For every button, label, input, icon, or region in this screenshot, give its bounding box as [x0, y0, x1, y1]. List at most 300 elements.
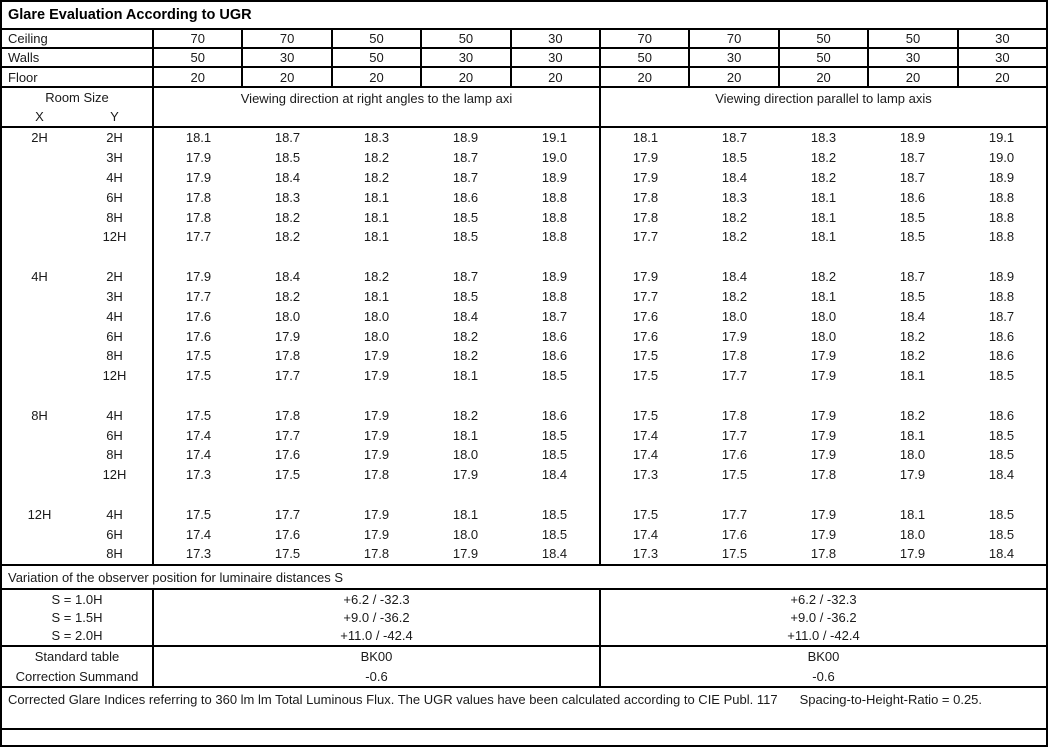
- room-y-cell: [77, 386, 154, 406]
- ugr-value-cell: 18.8: [988, 209, 1015, 225]
- room-x-cell: [2, 207, 77, 227]
- ugr-value-cell: 18.4: [452, 308, 479, 324]
- ugr-value-cell: 18.0: [363, 328, 390, 344]
- room-y-cell: 3H: [77, 287, 154, 307]
- ugr-value-cell: 17.4: [185, 427, 212, 443]
- standard-right-value: BK00: [807, 649, 840, 665]
- ugr-value-cell: [957, 386, 1046, 406]
- ugr-value-cell: 17.7: [721, 427, 748, 443]
- ugr-value-cell: 17.6: [721, 447, 748, 463]
- ugr-value-cell: 17.5: [185, 348, 212, 364]
- surface-value-cell: 30: [422, 49, 511, 66]
- ugr-value-cell: 18.4: [899, 308, 926, 324]
- ugr-value-cell: 18.4: [988, 546, 1015, 562]
- ugr-value-cell: 17.8: [363, 546, 390, 562]
- room-y-cell: 6H: [77, 524, 154, 544]
- ugr-row: [2, 425, 1046, 445]
- ugr-value-cell: 18.2: [899, 328, 926, 344]
- surface-value-cell: 20: [512, 68, 601, 86]
- ugr-value-cell: 18.2: [452, 328, 479, 344]
- ugr-row: [2, 207, 1046, 227]
- standard-label: Standard table: [2, 647, 154, 667]
- room-y-cell: 4H: [77, 504, 154, 524]
- ugr-value-cell: 17.5: [632, 348, 659, 364]
- ugr-value-cell: 17.8: [632, 189, 659, 205]
- surface-value-cell: 30: [995, 50, 1010, 65]
- ugr-value-cell: 18.8: [988, 288, 1015, 304]
- ugr-value-cell: 18.2: [363, 269, 390, 285]
- ugr-value-cell: 19.0: [510, 148, 601, 168]
- ugr-value-cell: 17.8: [274, 348, 301, 364]
- variation-row: [2, 590, 1046, 608]
- room-y-cell: 4H: [77, 306, 154, 326]
- ugr-value-cell: 18.9: [452, 130, 479, 146]
- room-x-cell: [2, 465, 77, 485]
- ugr-value-cell: 18.5: [899, 229, 926, 245]
- ugr-value-cell: 18.6: [510, 326, 601, 346]
- ugr-value-cell: 17.5: [185, 368, 212, 384]
- room-x-cell: [2, 524, 77, 544]
- ugr-value-cell: [601, 386, 690, 406]
- ugr-value-cell: 18.1: [363, 189, 390, 205]
- ugr-value-cell: 17.4: [185, 447, 212, 463]
- ugr-value-cell: 18.2: [810, 150, 837, 166]
- ugr-value-cell: 17.8: [810, 467, 837, 483]
- standard-left-value: -0.6: [154, 667, 601, 687]
- ugr-value-cell: 18.1: [452, 506, 479, 522]
- ugr-value-cell: 17.5: [721, 467, 748, 483]
- surface-value-cell: 50: [154, 49, 243, 66]
- room-x-cell: 12H: [27, 506, 52, 522]
- ugr-value-cell: 17.7: [185, 288, 212, 304]
- variation-right-value: +11.0 / -42.4: [787, 628, 860, 644]
- ugr-value-cell: 17.9: [452, 467, 479, 483]
- room-y-cell: 6H: [77, 187, 154, 207]
- room-x-cell: [2, 247, 77, 267]
- ugr-value-cell: 17.9: [810, 348, 837, 364]
- room-x-cell: [2, 544, 77, 564]
- variation-row: [2, 608, 1046, 626]
- ugr-value-cell: 18.5: [988, 368, 1015, 384]
- room-y-cell: 12H: [77, 366, 154, 386]
- ugr-value-cell: 18.4: [721, 170, 748, 186]
- ugr-value-cell: 17.9: [899, 546, 926, 562]
- surface-value-cell: 50: [422, 30, 511, 47]
- ugr-row: [2, 247, 1046, 267]
- ugr-value-cell: 18.5: [988, 526, 1015, 542]
- ugr-value-cell: 17.7: [274, 427, 301, 443]
- ugr-value-cell: 18.7: [899, 150, 926, 166]
- room-x-cell: [2, 326, 77, 346]
- room-y-cell: 2H: [77, 267, 154, 287]
- ugr-value-cell: 18.8: [510, 227, 601, 247]
- ugr-value-cell: 17.8: [185, 189, 212, 205]
- ugr-value-cell: 18.5: [899, 288, 926, 304]
- standard-left-value: BK00: [154, 647, 601, 667]
- ugr-value-cell: [421, 485, 510, 505]
- room-x-cell: [2, 148, 77, 168]
- ugr-value-cell: 18.0: [721, 308, 748, 324]
- surface-value-cell: 20: [780, 68, 869, 86]
- ugr-value-cell: 18.5: [988, 427, 1015, 443]
- ugr-value-cell: 17.6: [721, 526, 748, 542]
- ugr-value-cell: 17.8: [721, 348, 748, 364]
- ugr-value-cell: 18.5: [899, 209, 926, 225]
- ugr-value-cell: [332, 247, 421, 267]
- ugr-value-cell: 17.8: [185, 209, 212, 225]
- ugr-value-cell: 18.6: [510, 346, 601, 366]
- ugr-row: [2, 445, 1046, 465]
- room-x-cell: [2, 187, 77, 207]
- ugr-value-cell: 17.3: [185, 546, 212, 562]
- ugr-value-cell: 17.4: [632, 427, 659, 443]
- ugr-value-cell: 17.7: [632, 288, 659, 304]
- ugr-value-cell: 18.5: [452, 288, 479, 304]
- ugr-value-cell: [601, 247, 690, 267]
- ugr-value-cell: 18.0: [363, 308, 390, 324]
- ugr-value-cell: [510, 247, 601, 267]
- ugr-value-cell: 17.9: [810, 368, 837, 384]
- ugr-value-cell: 18.5: [274, 150, 301, 166]
- ugr-value-cell: 17.9: [185, 170, 212, 186]
- surface-value-cell: 20: [601, 68, 690, 86]
- variation-left-value: +6.2 / -32.3: [154, 590, 601, 608]
- ugr-value-cell: 18.2: [810, 269, 837, 285]
- surface-value-cell: 30: [690, 49, 779, 66]
- ugr-value-cell: 17.9: [363, 368, 390, 384]
- ugr-row: [2, 366, 1046, 386]
- ugr-value-cell: [154, 247, 243, 267]
- ugr-value-cell: 18.2: [899, 348, 926, 364]
- ugr-value-cell: 18.9: [899, 130, 926, 146]
- bottom-spacer: [2, 730, 1046, 745]
- ugr-value-cell: 17.6: [185, 328, 212, 344]
- ugr-value-cell: 18.1: [452, 427, 479, 443]
- ugr-value-cell: 18.7: [721, 130, 748, 146]
- room-y-cell: 4H: [77, 168, 154, 188]
- ugr-value-cell: 17.8: [363, 467, 390, 483]
- ugr-value-cell: 18.8: [510, 187, 601, 207]
- ugr-value-cell: 18.2: [899, 407, 926, 423]
- ugr-value-cell: [243, 386, 332, 406]
- room-y-cell: 8H: [77, 346, 154, 366]
- ugr-value-cell: 17.6: [632, 308, 659, 324]
- ugr-value-cell: [421, 386, 510, 406]
- ugr-value-cell: 17.3: [185, 467, 212, 483]
- footer-note: [2, 688, 1046, 730]
- variation-label: S = 1.5H: [2, 608, 154, 626]
- ugr-value-cell: [243, 247, 332, 267]
- surface-row: [2, 68, 1046, 88]
- surface-value-cell: 20: [333, 68, 422, 86]
- variation-right-value: +9.0 / -36.2: [790, 609, 857, 625]
- room-x-cell: [2, 227, 77, 247]
- ugr-value-cell: 17.9: [363, 348, 390, 364]
- ugr-value-cell: 18.6: [510, 405, 601, 425]
- ugr-value-cell: 18.2: [721, 288, 748, 304]
- room-y-cell: 8H: [77, 207, 154, 227]
- ugr-value-cell: 19.0: [988, 150, 1015, 166]
- ugr-value-cell: 17.7: [274, 506, 301, 522]
- room-x-cell: 4H: [31, 269, 48, 285]
- surface-label: Floor: [2, 68, 154, 86]
- ugr-value-cell: 17.9: [185, 269, 212, 285]
- ugr-value-cell: [690, 247, 779, 267]
- room-y-cell: 12H: [77, 227, 154, 247]
- ugr-value-cell: 17.7: [721, 506, 748, 522]
- room-size-y-label: Y: [110, 109, 119, 124]
- ugr-value-cell: 18.8: [510, 207, 601, 227]
- ugr-value-cell: 18.4: [988, 467, 1015, 483]
- ugr-value-cell: 18.6: [988, 407, 1015, 423]
- surface-value-cell: 50: [333, 30, 422, 47]
- ugr-value-cell: 18.1: [810, 229, 837, 245]
- ugr-value-cell: 18.5: [988, 447, 1015, 463]
- ugr-row: [2, 386, 1046, 406]
- ugr-value-cell: 18.5: [452, 229, 479, 245]
- ugr-row: [2, 128, 1046, 148]
- ugr-value-cell: 18.6: [988, 348, 1015, 364]
- viewing-direction-right-angles-header: Viewing direction at right angles to the lamp axi: [154, 88, 601, 126]
- ugr-row: [2, 524, 1046, 544]
- ugr-value-cell: 18.9: [988, 269, 1015, 285]
- ugr-value-cell: 18.7: [452, 269, 479, 285]
- variation-row: [2, 627, 1046, 645]
- ugr-value-cell: 17.9: [363, 407, 390, 423]
- room-x-cell: [2, 425, 77, 445]
- ugr-value-cell: [510, 485, 601, 505]
- ugr-row: [2, 326, 1046, 346]
- ugr-value-cell: 18.4: [510, 544, 601, 564]
- ugr-value-cell: 17.7: [185, 229, 212, 245]
- surface-value-cell: 50: [333, 49, 422, 66]
- room-size-xy-row: [2, 107, 152, 126]
- ugr-value-cell: 18.8: [510, 287, 601, 307]
- ugr-value-cell: 18.7: [274, 130, 301, 146]
- ugr-value-cell: 18.0: [810, 308, 837, 324]
- ugr-row: [2, 504, 1046, 524]
- standard-row: [2, 667, 1046, 687]
- surface-value-cell: 70: [243, 30, 332, 47]
- ugr-value-cell: 18.7: [452, 170, 479, 186]
- ugr-value-cell: 17.5: [632, 407, 659, 423]
- ugr-value-cell: 17.3: [632, 467, 659, 483]
- ugr-value-cell: [601, 485, 690, 505]
- ugr-value-cell: 17.8: [632, 209, 659, 225]
- ugr-value-cell: 18.5: [510, 504, 601, 524]
- ugr-value-cell: 17.9: [632, 170, 659, 186]
- room-x-cell: 2H: [31, 130, 48, 146]
- ugr-value-cell: [332, 485, 421, 505]
- ugr-value-cell: 17.9: [810, 447, 837, 463]
- ugr-value-cell: 18.1: [810, 189, 837, 205]
- ugr-value-cell: 18.5: [510, 524, 601, 544]
- ugr-value-cell: [243, 485, 332, 505]
- ugr-value-cell: 17.6: [185, 308, 212, 324]
- ugr-value-cell: 18.4: [274, 269, 301, 285]
- room-y-cell: 6H: [77, 326, 154, 346]
- ugr-value-cell: 17.9: [810, 506, 837, 522]
- ugr-value-cell: 17.8: [810, 546, 837, 562]
- ugr-value-cell: 18.0: [452, 447, 479, 463]
- room-y-cell: 8H: [77, 544, 154, 564]
- ugr-value-cell: 17.5: [185, 407, 212, 423]
- ugr-value-cell: 18.1: [363, 229, 390, 245]
- ugr-value-cell: 18.6: [899, 189, 926, 205]
- ugr-row: [2, 405, 1046, 425]
- ugr-value-cell: 18.2: [363, 170, 390, 186]
- ugr-row: [2, 227, 1046, 247]
- ugr-value-cell: 18.1: [632, 130, 659, 146]
- ugr-value-cell: 17.4: [632, 526, 659, 542]
- ugr-value-cell: [154, 386, 243, 406]
- ugr-value-cell: 18.2: [274, 209, 301, 225]
- ugr-value-cell: 17.9: [452, 546, 479, 562]
- ugr-value-cell: 18.1: [452, 368, 479, 384]
- ugr-row: [2, 485, 1046, 505]
- ugr-value-cell: 18.1: [185, 130, 212, 146]
- ugr-value-cell: [690, 386, 779, 406]
- surface-value-cell: 50: [780, 49, 869, 66]
- ugr-value-cell: 18.1: [810, 209, 837, 225]
- room-size-header-cell: [2, 88, 154, 126]
- ugr-value-cell: 17.5: [632, 368, 659, 384]
- room-y-cell: [77, 247, 154, 267]
- ugr-value-cell: 18.2: [274, 288, 301, 304]
- room-size-x-label: X: [35, 109, 44, 124]
- ugr-value-cell: [154, 485, 243, 505]
- table-title: Glare Evaluation According to UGR: [2, 2, 1046, 30]
- room-y-cell: 12H: [77, 465, 154, 485]
- surface-value-cell: 50: [869, 30, 958, 47]
- variation-right-value: +6.2 / -32.3: [790, 591, 857, 607]
- room-x-cell: [2, 346, 77, 366]
- ugr-value-cell: 18.0: [899, 447, 926, 463]
- ugr-value-cell: 18.5: [510, 366, 601, 386]
- ugr-value-cell: 17.9: [363, 526, 390, 542]
- surface-value-cell: 30: [869, 49, 958, 66]
- ugr-value-cell: [332, 386, 421, 406]
- ugr-value-cell: 18.3: [363, 130, 390, 146]
- surface-row: [2, 30, 1046, 49]
- surface-reflectance-rows: [2, 30, 1046, 88]
- ugr-value-cell: 19.1: [510, 128, 601, 148]
- ugr-row: [2, 465, 1046, 485]
- surface-value-cell: 50: [601, 49, 690, 66]
- ugr-value-cell: 18.5: [988, 506, 1015, 522]
- ugr-value-cell: 18.7: [510, 306, 601, 326]
- ugr-row: [2, 148, 1046, 168]
- ugr-value-cell: [779, 386, 868, 406]
- footer-note-text: Corrected Glare Indices referring to 360 lm lm Total Luminous Flux. The UGR values have been calculated according to CIE Publ. 117: [8, 692, 778, 707]
- ugr-value-cell: 18.8: [988, 189, 1015, 205]
- surface-value-cell: 20: [690, 68, 779, 86]
- ugr-value-cell: 17.9: [363, 506, 390, 522]
- surface-value-cell: 70: [601, 30, 690, 47]
- ugr-value-cell: 18.2: [452, 348, 479, 364]
- ugr-value-cell: 18.4: [274, 170, 301, 186]
- ugr-value-cell: 18.8: [988, 229, 1015, 245]
- standard-right-value: -0.6: [812, 668, 835, 684]
- ugr-value-cell: 17.3: [632, 546, 659, 562]
- surface-value-cell: 20: [154, 68, 243, 86]
- ugr-value-cell: 18.7: [899, 170, 926, 186]
- ugr-value-cell: 18.9: [510, 168, 601, 188]
- surface-label: Ceiling: [2, 30, 154, 47]
- ugr-value-cell: 18.1: [899, 506, 926, 522]
- ugr-value-cell: 18.9: [988, 170, 1015, 186]
- ugr-value-cell: 18.5: [721, 150, 748, 166]
- ugr-value-cell: [957, 247, 1046, 267]
- ugr-value-cell: [510, 386, 601, 406]
- ugr-value-cell: 17.5: [185, 506, 212, 522]
- ugr-row: [2, 306, 1046, 326]
- ugr-value-cell: 17.9: [721, 328, 748, 344]
- ugr-value-cell: 18.3: [721, 189, 748, 205]
- ugr-value-cell: 18.1: [899, 427, 926, 443]
- ugr-data-block: [2, 128, 1046, 566]
- ugr-value-cell: 18.5: [510, 445, 601, 465]
- variation-left-value: +9.0 / -36.2: [154, 608, 601, 626]
- ugr-value-cell: 17.5: [721, 546, 748, 562]
- surface-value-cell: 70: [154, 30, 243, 47]
- ugr-value-cell: [779, 485, 868, 505]
- ugr-value-cell: 17.7: [721, 368, 748, 384]
- ugr-value-cell: 18.4: [721, 269, 748, 285]
- room-y-cell: 4H: [77, 405, 154, 425]
- ugr-row: [2, 168, 1046, 188]
- ugr-row: [2, 287, 1046, 307]
- surface-value-cell: 20: [869, 68, 958, 86]
- variation-label: S = 2.0H: [2, 627, 154, 645]
- ugr-value-cell: 17.9: [363, 427, 390, 443]
- ugr-row: [2, 346, 1046, 366]
- ugr-value-cell: 17.5: [274, 546, 301, 562]
- room-y-cell: [77, 485, 154, 505]
- ugr-value-cell: 18.2: [363, 150, 390, 166]
- room-x-cell: 8H: [31, 407, 48, 423]
- ugr-value-cell: 18.0: [452, 526, 479, 542]
- ugr-value-cell: 18.2: [721, 209, 748, 225]
- ugr-value-cell: 18.2: [810, 170, 837, 186]
- ugr-value-cell: 18.0: [899, 526, 926, 542]
- ugr-value-cell: 17.5: [632, 506, 659, 522]
- ugr-value-cell: 18.1: [899, 368, 926, 384]
- ugr-value-cell: 18.7: [899, 269, 926, 285]
- room-x-cell: [2, 287, 77, 307]
- ugr-value-cell: 17.7: [274, 368, 301, 384]
- standard-table-rows: [2, 647, 1046, 688]
- surface-value-cell: 70: [690, 30, 779, 47]
- room-x-cell: [2, 366, 77, 386]
- ugr-value-cell: 17.9: [632, 150, 659, 166]
- variation-left-value: +11.0 / -42.4: [154, 627, 601, 645]
- ugr-value-cell: 18.6: [452, 189, 479, 205]
- room-y-cell: 2H: [77, 128, 154, 148]
- ugr-value-cell: 18.1: [363, 209, 390, 225]
- ugr-value-cell: 17.9: [632, 269, 659, 285]
- surface-value-cell: 30: [243, 49, 332, 66]
- room-y-cell: 6H: [77, 425, 154, 445]
- ugr-value-cell: 17.9: [274, 328, 301, 344]
- room-x-cell: [2, 386, 77, 406]
- ugr-value-cell: [868, 386, 957, 406]
- ugr-value-cell: 19.1: [988, 130, 1015, 146]
- room-y-cell: 3H: [77, 148, 154, 168]
- ugr-value-cell: [868, 247, 957, 267]
- surface-value-cell: 20: [995, 69, 1010, 85]
- room-x-cell: [2, 485, 77, 505]
